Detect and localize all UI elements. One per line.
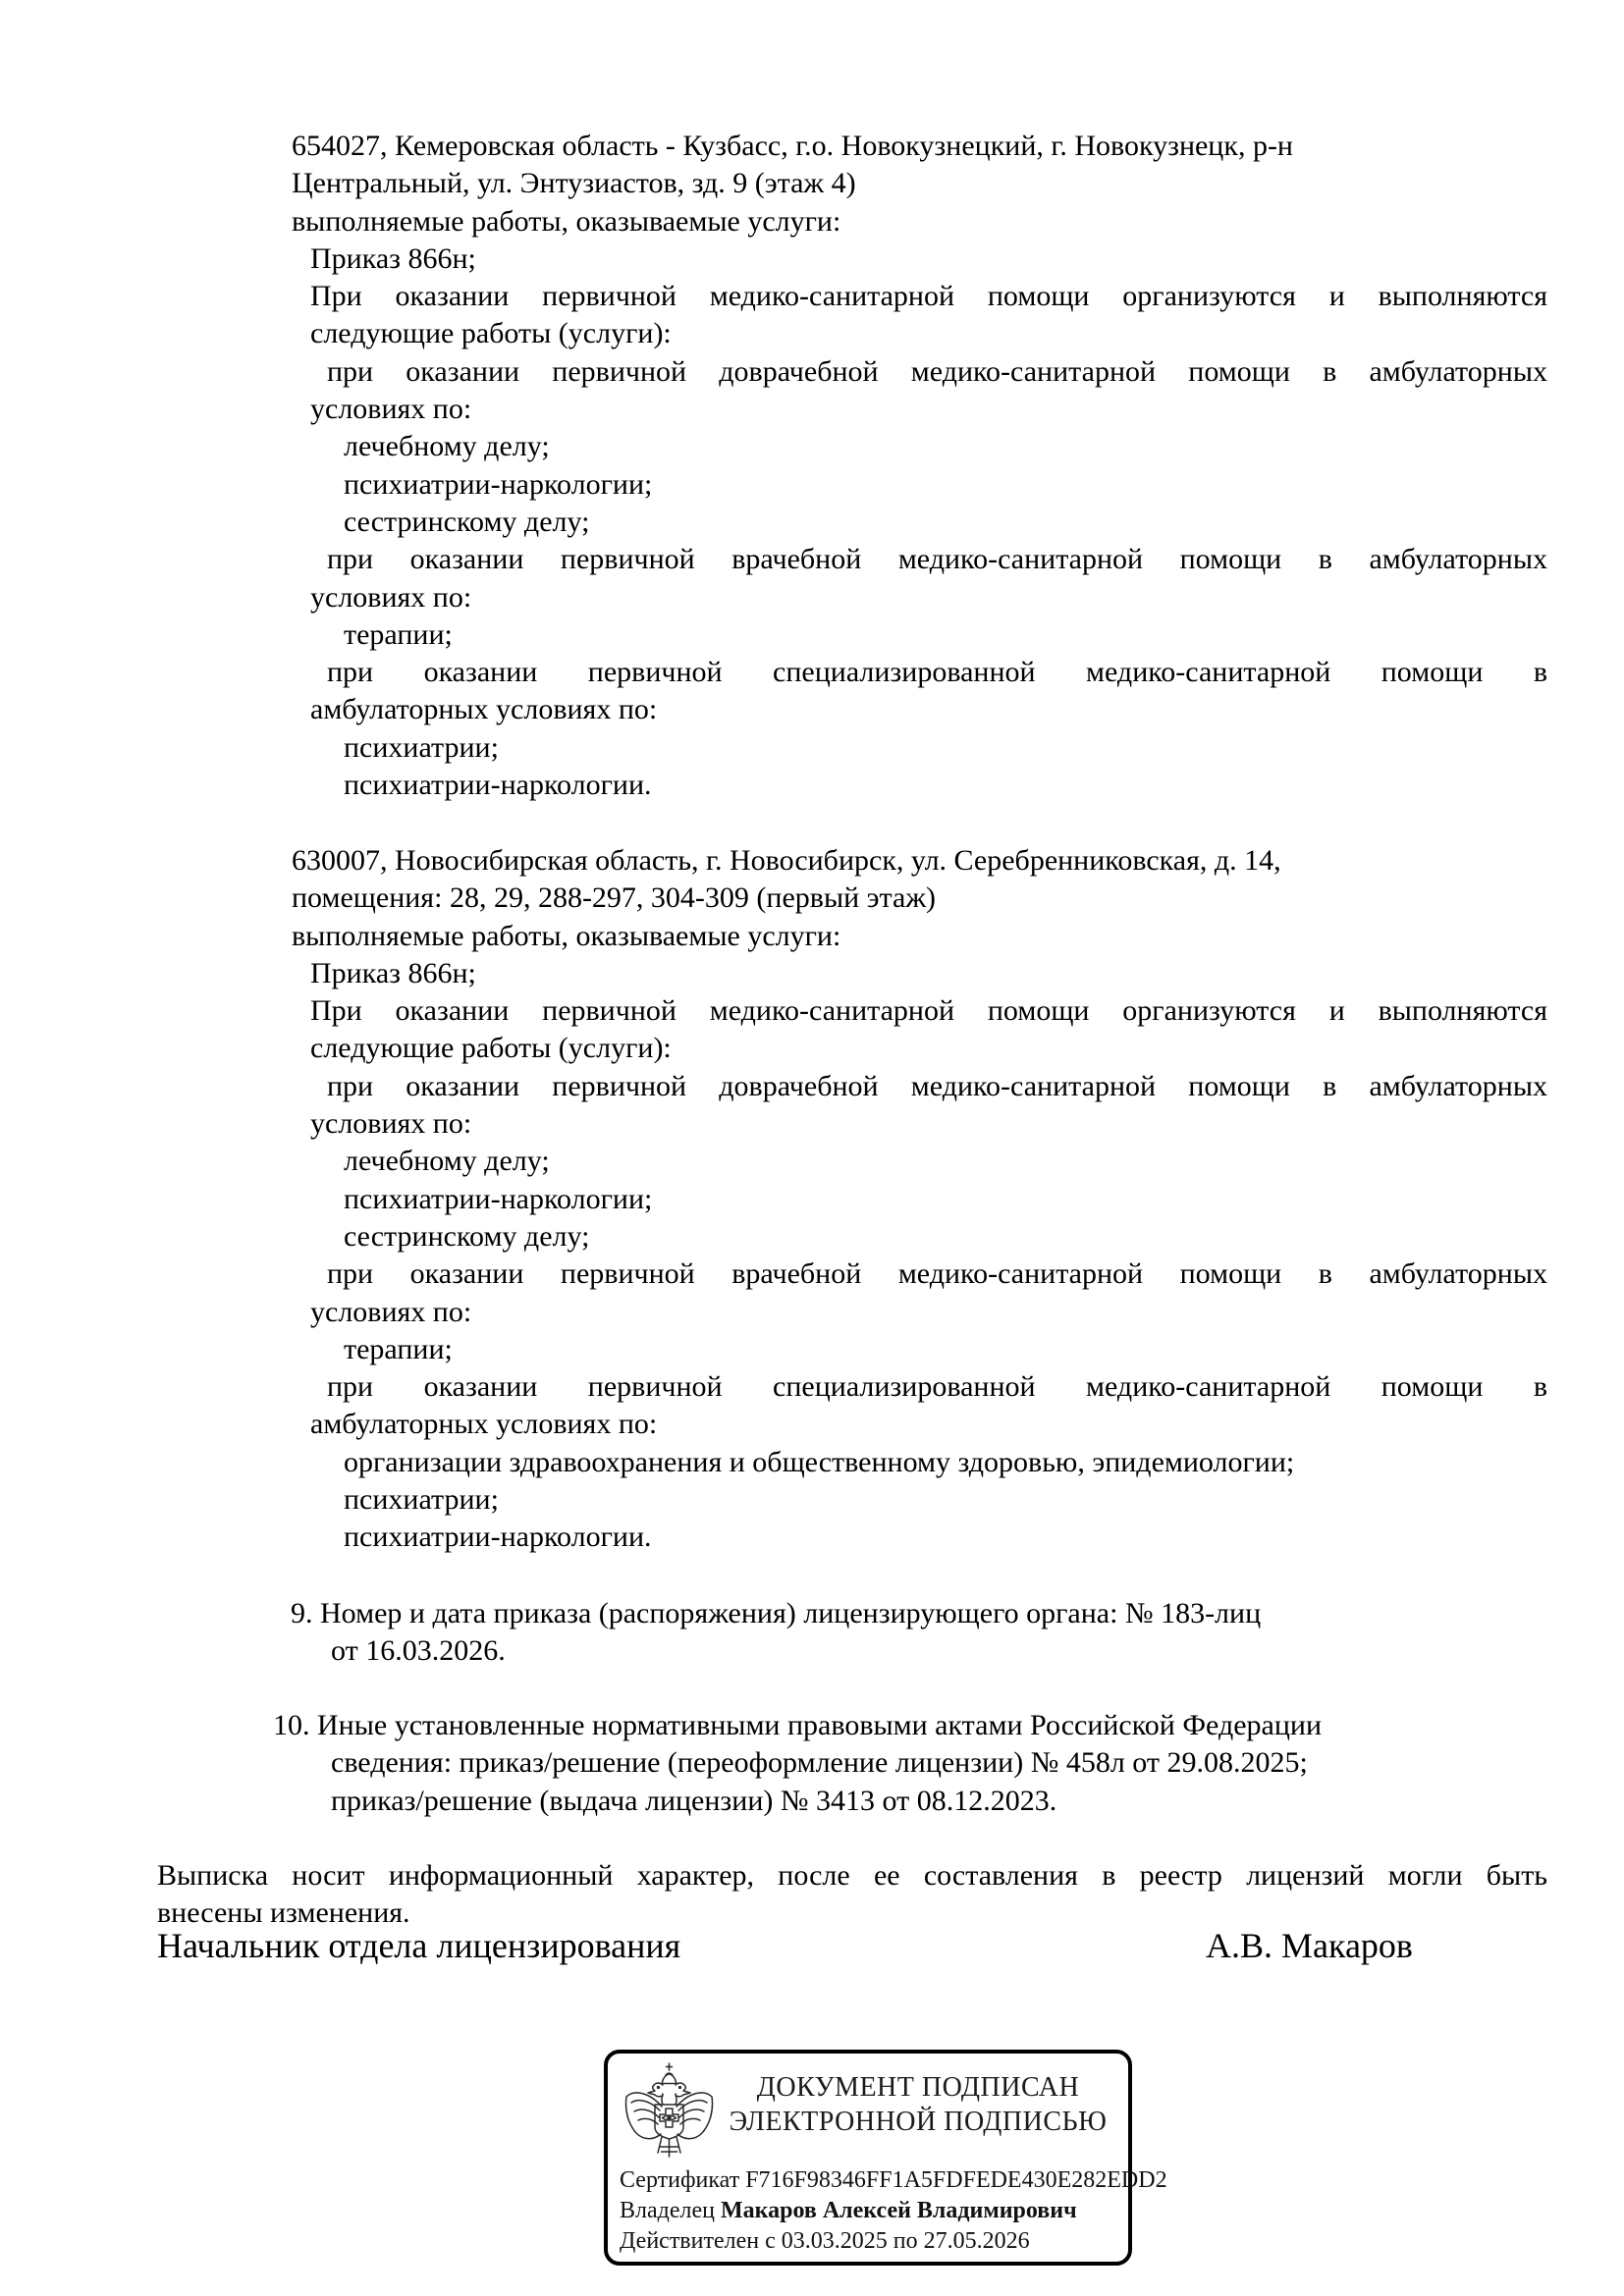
disclaimer-paragraph xyxy=(157,1857,1547,1933)
text-line: При оказании первичной медико-санитарной помощи организуются и выполняются xyxy=(310,994,1547,1028)
text-line: следующие работы (услуги): xyxy=(310,317,672,350)
stamp-title-line2: ЭЛЕКТРОННОЙ ПОДПИСЬЮ xyxy=(729,2107,1108,2137)
text-line: психиатрии-наркологии; xyxy=(344,467,653,501)
item-10-other-information xyxy=(273,1707,1547,1820)
text-line: при оказании первичной специализированной медико-санитарной помощи в xyxy=(327,1370,1547,1404)
text-line: Выписка носит информационный характер, после ее составления в реестр лицензий могли быть xyxy=(157,1859,1547,1892)
stamp-validity-line: Действителен с 03.03.2025 по 27.05.2026 xyxy=(620,2228,1030,2254)
text-line: при оказании первичной доврачебной медико-санитарной помощи в амбулаторных xyxy=(327,1069,1547,1102)
text-line: условиях по: xyxy=(310,393,472,426)
license-address-block-2 xyxy=(292,842,1547,1557)
text-line: условиях по: xyxy=(310,1107,472,1141)
text-line: от 16.03.2026. xyxy=(331,1634,506,1668)
text-line: приказ/решение (выдача лицензии) № 3413 от 08.12.2023. xyxy=(331,1784,1057,1817)
text-line: сестринскому делу; xyxy=(344,505,590,538)
text-line: внесены изменения. xyxy=(157,1896,410,1930)
signatory-position: Начальник отдела лицензирования xyxy=(157,1926,681,1965)
text-line: Приказ 866н; xyxy=(310,241,476,275)
signatory-name: А.В. Макаров xyxy=(1206,1926,1413,1965)
text-line: 630007, Новосибирская область, г. Новосибирск, ул. Серебренниковская, д. 14, xyxy=(292,844,1281,877)
certificate-value: F716F98346FF1A5FDFEDE430E282EDD2 xyxy=(745,2167,1167,2193)
electronic-signature-stamp xyxy=(604,2050,1167,2266)
item-9-order-number xyxy=(273,1595,1547,1671)
text-line: помещения: 28, 29, 288-297, 304-309 (первый этаж) xyxy=(292,881,937,915)
text-line: организации здравоохранения и общественному здоровью, эпидемиологии; xyxy=(344,1445,1295,1478)
text-line: выполняемые работы, оказываемые услуги: xyxy=(292,919,841,952)
text-line: 9. Номер и дата приказа (распоряжения) лицензирующего органа: № 183-лиц xyxy=(291,1597,1262,1629)
text-line: условиях по: xyxy=(310,580,472,614)
text-line: психиатрии-наркологии. xyxy=(344,1521,652,1554)
text-line: При оказании первичной медико-санитарной помощи организуются и выполняются xyxy=(310,280,1547,313)
text-line: при оказании первичной доврачебной медико-санитарной помощи в амбулаторных xyxy=(327,354,1547,388)
text-line: 654027, Кемеровская область - Кузбасс, г.о. Новокузнецкий, г. Новокузнецк, р-н xyxy=(292,130,1293,162)
roszdravnadzor-eagle-icon xyxy=(623,2062,716,2161)
text-line: при оказании первичной врачебной медико-санитарной помощи в амбулаторных xyxy=(327,1257,1547,1291)
text-line: психиатрии; xyxy=(344,1483,499,1517)
text-line: амбулаторных условиях по: xyxy=(310,693,658,726)
license-address-block-1 xyxy=(292,128,1547,804)
stamp-title-line1: ДОКУМЕНТ ПОДПИСАН xyxy=(756,2072,1080,2103)
text-line: психиатрии-наркологии; xyxy=(344,1182,653,1215)
text-line: Центральный, ул. Энтузиастов, зд. 9 (этаж 4) xyxy=(292,167,856,200)
text-line: условиях по: xyxy=(310,1295,472,1328)
text-line: сведения: приказ/решение (переоформление лицензии) № 458л от 29.08.2025; xyxy=(331,1746,1308,1780)
certificate-label: Сертификат xyxy=(620,2167,740,2193)
text-line: следующие работы (услуги): xyxy=(310,1032,672,1065)
text-line: при оказании первичной врачебной медико-санитарной помощи в амбулаторных xyxy=(327,543,1547,576)
text-line: психиатрии-наркологии. xyxy=(344,769,652,802)
owner-label: Владелец xyxy=(620,2198,715,2223)
stamp-title xyxy=(718,2070,1118,2139)
stamp-owner-line xyxy=(620,2196,1122,2226)
stamp-certificate-line xyxy=(620,2165,1167,2196)
text-line: амбулаторных условиях по: xyxy=(310,1408,658,1441)
text-line: лечебному делу; xyxy=(344,430,550,463)
text-line: лечебному делу; xyxy=(344,1145,550,1178)
text-line: психиатрии; xyxy=(344,730,499,764)
text-line: выполняемые работы, оказываемые услуги: xyxy=(292,204,841,238)
text-line: терапии; xyxy=(344,617,453,651)
text-line: Приказ 866н; xyxy=(310,956,476,989)
text-line: терапии; xyxy=(344,1332,453,1365)
owner-name: Макаров Алексей Владимирович xyxy=(720,2198,1077,2223)
text-line: при оказании первичной специализированной медико-санитарной помощи в xyxy=(327,656,1547,689)
text-line: сестринскому делу; xyxy=(344,1219,590,1253)
text-line: 10. Иные установленные нормативными правовыми актами Российской Федерации xyxy=(273,1709,1323,1741)
